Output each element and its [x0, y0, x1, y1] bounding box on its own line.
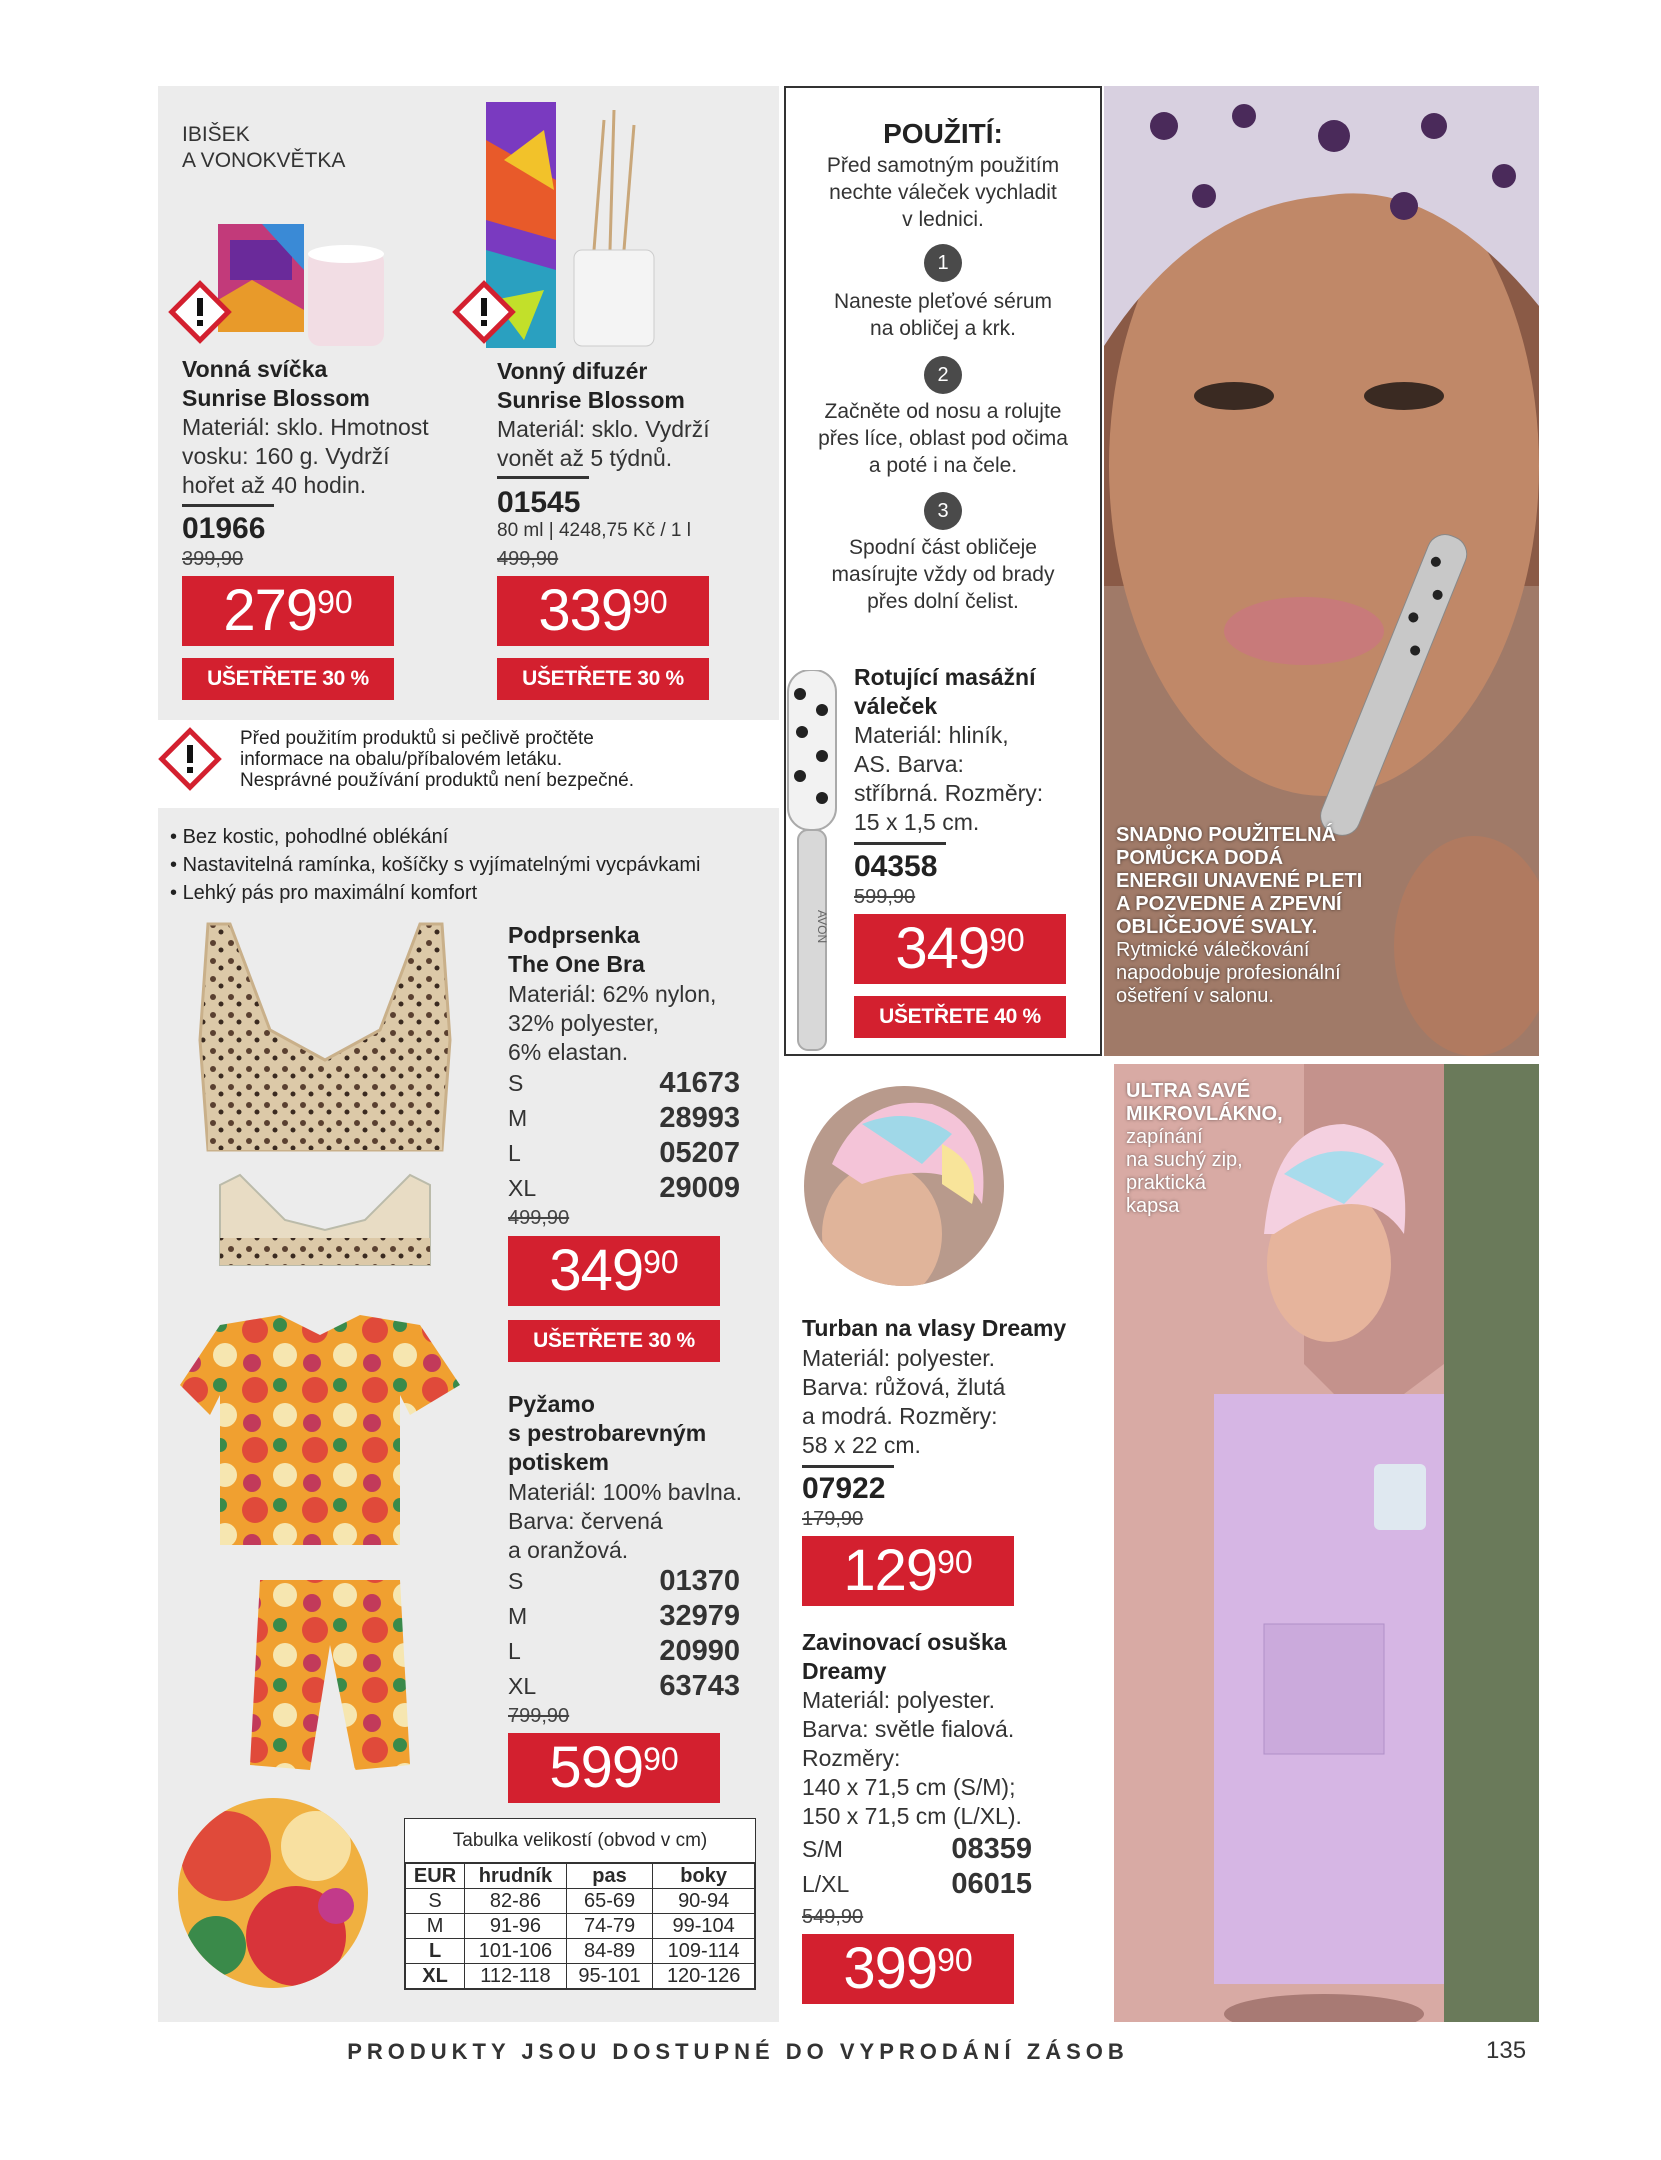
roller-description — [854, 721, 1043, 837]
desc-line: Materiál: 62% nylon, — [508, 981, 717, 1007]
size-code: 29009 — [659, 1172, 740, 1204]
usage-intro — [784, 152, 1102, 233]
step-line: masírujte vždy od brady — [831, 563, 1055, 586]
towel-name — [802, 1628, 1007, 1686]
old-price: 549,90 — [802, 1906, 864, 1928]
claim-line: napodobuje profesionální — [1116, 962, 1341, 984]
turban-photo — [802, 1084, 1006, 1288]
name-line: The One Bra — [508, 951, 645, 977]
desc-line: hořet až 40 hodin. — [182, 472, 367, 498]
size-row — [508, 1171, 740, 1206]
size-row — [508, 1599, 740, 1634]
step-number-3: 3 — [924, 492, 962, 530]
desc-line: Materiál: sklo. Vydrží — [497, 416, 710, 442]
name-line: Vonný difuzér — [497, 358, 648, 384]
claim-line: A POZVEDNE A ZPEVNÍ — [1116, 893, 1342, 915]
bra-description — [508, 980, 716, 1067]
warning-line: informace na obalu/příbalovém letáku. — [240, 749, 563, 770]
table-header-row — [406, 1864, 755, 1889]
size-label: S/M — [802, 1836, 843, 1862]
roller-image — [784, 670, 840, 1056]
table-header-cell: hrudník — [465, 1864, 567, 1889]
candle-description — [182, 413, 429, 500]
table-cell: 91-96 — [465, 1914, 567, 1939]
safety-warning — [240, 728, 634, 791]
claim-line: praktická — [1126, 1172, 1207, 1194]
turban-name: Turban na vlasy Dreamy — [802, 1315, 1067, 1341]
size-row — [802, 1867, 1032, 1902]
step-line: Začněte od nosu a rolujte — [824, 400, 1062, 423]
pyjama-description — [508, 1478, 742, 1565]
intro-line: Před samotným použitím — [826, 154, 1060, 177]
size-row — [508, 1101, 740, 1136]
section-heading — [182, 122, 345, 174]
size-row — [508, 1136, 740, 1171]
name-line: Zavinovací osuška — [802, 1629, 1007, 1655]
step-line: Naneste pleťové sérum — [834, 290, 1052, 313]
size-table-title: Tabulka velikostí (obvod v cm) — [405, 1819, 755, 1863]
price-main: 349 — [895, 916, 990, 981]
intro-line: nechte váleček vychladit — [829, 181, 1057, 204]
bullet-text: Lehký pás pro maximální komfort — [182, 882, 478, 904]
price-main: 279 — [223, 578, 318, 643]
bra-name — [508, 921, 645, 979]
table-header-cell: boky — [653, 1864, 755, 1889]
size-row — [508, 1564, 740, 1599]
price-cents: 90 — [989, 922, 1025, 958]
divider — [802, 1465, 894, 1468]
price-cents: 90 — [317, 584, 353, 620]
bullet-item: • Lehký pás pro maximální komfort — [170, 882, 478, 904]
desc-line: 6% elastan. — [508, 1039, 629, 1065]
desc-line: a oranžová. — [508, 1537, 629, 1563]
table-cell: XL — [406, 1964, 465, 1989]
divider — [854, 842, 946, 845]
size-label: S — [508, 1070, 524, 1096]
price-cents: 90 — [632, 584, 668, 620]
roller-brand-text: AVON — [815, 910, 829, 944]
price-tag — [508, 1236, 720, 1306]
step-text — [784, 288, 1102, 342]
bullet-item: • Nastavitelná ramínka, košíčky s vyjímatelnými vycpávkami — [170, 854, 701, 876]
table-cell: 112-118 — [465, 1964, 567, 1989]
hazard-warning-icon — [452, 280, 516, 344]
desc-line: Materiál: polyester. — [802, 1345, 996, 1371]
towel-claim — [1126, 1080, 1283, 1218]
price-main: 399 — [843, 1936, 938, 2001]
size-code: 32979 — [659, 1600, 740, 1632]
old-price: 499,90 — [497, 548, 559, 570]
price-cents: 90 — [643, 1244, 679, 1280]
desc-line: 15 x 1,5 cm. — [854, 809, 980, 835]
table-header-cell: pas — [566, 1864, 652, 1889]
table-cell: S — [406, 1889, 465, 1914]
desc-line: stříbrná. Rozměry: — [854, 780, 1044, 806]
old-price: 179,90 — [802, 1508, 864, 1530]
desc-line: Materiál: hliník, — [854, 722, 1009, 748]
size-code: 08359 — [951, 1833, 1032, 1865]
candle-image — [212, 210, 392, 350]
desc-line: Barva: růžová, žlutá — [802, 1374, 1006, 1400]
name-line: s pestrobarevným — [508, 1420, 707, 1446]
intro-line: v lednici. — [902, 208, 984, 231]
size-label: XL — [508, 1673, 537, 1699]
savings-badge: UŠETŘETE 30 % — [182, 658, 394, 700]
claim-line: Rytmické válečkování — [1116, 939, 1310, 961]
table-row — [406, 1914, 755, 1939]
size-code: 41673 — [659, 1067, 740, 1099]
desc-line: Barva: světle fialová. — [802, 1716, 1015, 1742]
price-main: 599 — [549, 1735, 644, 1800]
step-line: a poté i na čele. — [868, 454, 1018, 477]
bullet-text: Bez kostic, pohodlné oblékání — [182, 826, 449, 848]
claim-line: ENERGII UNAVENÉ PLETI — [1116, 870, 1363, 892]
table-cell: 95-101 — [566, 1964, 652, 1989]
table-cell: 99-104 — [653, 1914, 755, 1939]
claim-line: ULTRA SAVÉ — [1126, 1080, 1251, 1102]
heading-line: IBIŠEK — [182, 123, 250, 146]
step-text — [784, 398, 1102, 479]
price-main: 129 — [843, 1538, 938, 1603]
old-price: 499,90 — [508, 1207, 570, 1229]
price-main: 349 — [549, 1238, 644, 1303]
step-text — [784, 534, 1102, 615]
bra-image — [190, 920, 460, 1280]
size-label: L — [508, 1140, 521, 1166]
pyjama-name — [508, 1390, 706, 1477]
step-line: Spodní část obličeje — [849, 536, 1037, 559]
desc-line: 32% polyester, — [508, 1010, 659, 1036]
size-label: L — [508, 1638, 521, 1664]
table-cell: M — [406, 1914, 465, 1939]
desc-line: a modrá. Rozměry: — [802, 1403, 998, 1429]
warning-line: Před použitím produktů si pečlivě pročtěte — [240, 728, 594, 749]
size-label: M — [508, 1105, 528, 1131]
desc-line: 140 x 71,5 cm (S/M); — [802, 1774, 1016, 1800]
name-line: Vonná svíčka — [182, 356, 328, 382]
table-cell: 101-106 — [465, 1939, 567, 1964]
name-line: váleček — [854, 693, 938, 719]
size-label: XL — [508, 1175, 537, 1201]
desc-line: Rozměry: — [802, 1745, 901, 1771]
size-code: 28993 — [659, 1102, 740, 1134]
claim-line: zapínání — [1126, 1126, 1203, 1148]
unit-price: 80 ml | 4248,75 Kč / 1 l — [497, 520, 691, 541]
size-code: 20990 — [659, 1635, 740, 1667]
table-cell: 90-94 — [653, 1889, 755, 1914]
price-tag — [802, 1934, 1014, 2004]
step-line: přes dolní čelist. — [867, 590, 1019, 613]
usage-title: POUŽITÍ: — [883, 118, 1003, 149]
divider — [182, 504, 274, 507]
bullet-item: • Bez kostic, pohodlné oblékání — [170, 826, 449, 848]
old-price: 599,90 — [854, 886, 916, 908]
desc-line: vosku: 160 g. Vydrží — [182, 443, 390, 469]
size-code: 01370 — [659, 1565, 740, 1597]
desc-line: 58 x 22 cm. — [802, 1432, 921, 1458]
table-row — [406, 1964, 755, 1989]
table-cell: 84-89 — [566, 1939, 652, 1964]
price-tag — [508, 1733, 720, 1803]
table-cell: 65-69 — [566, 1889, 652, 1914]
name-line: potiskem — [508, 1449, 609, 1475]
desc-line: vonět až 5 týdnů. — [497, 445, 673, 471]
table-cell: 82-86 — [465, 1889, 567, 1914]
step-number-2: 2 — [924, 356, 962, 394]
product-code: 04358 — [854, 850, 938, 883]
size-row — [802, 1832, 1032, 1867]
desc-line: Barva: červená — [508, 1508, 663, 1534]
size-row — [508, 1634, 740, 1669]
step-line: na obličej a krk. — [870, 317, 1016, 340]
towel-size-codes — [802, 1832, 1032, 1902]
page-number: 135 — [1486, 2037, 1527, 2064]
bullet-text: Nastavitelná ramínka, košíčky s vyjímatelnými vycpávkami — [182, 854, 701, 876]
turban-description — [802, 1344, 1005, 1460]
table-cell: 74-79 — [566, 1914, 652, 1939]
savings-badge: UŠETŘETE 30 % — [497, 658, 709, 700]
towel-description — [802, 1686, 1022, 1831]
product-code: 07922 — [802, 1472, 886, 1505]
claim-line: na suchý zip, — [1126, 1149, 1243, 1171]
price-cents: 90 — [937, 1544, 973, 1580]
price-tag — [182, 576, 394, 646]
price-cents: 90 — [937, 1942, 973, 1978]
feature-bullets — [170, 823, 701, 907]
table-header-cell: EUR — [406, 1864, 465, 1889]
claim-line: POMŮCKA DODÁ — [1116, 847, 1284, 869]
price-cents: 90 — [643, 1741, 679, 1777]
step-line: přes líce, oblast pod očima — [818, 427, 1068, 450]
table-cell: 120-126 — [653, 1964, 755, 1989]
warning-line: Nesprávné používání produktů není bezpečné. — [240, 770, 634, 791]
table-cell: L — [406, 1939, 465, 1964]
price-tag — [497, 576, 709, 646]
product-code: 01545 — [497, 486, 581, 519]
size-code: 06015 — [951, 1868, 1032, 1900]
candle-name — [182, 355, 370, 413]
size-table-grid — [405, 1863, 755, 1989]
size-label: S — [508, 1568, 524, 1594]
size-row — [508, 1066, 740, 1101]
size-label: L/XL — [802, 1871, 850, 1897]
desc-line: Materiál: polyester. — [802, 1687, 996, 1713]
heading-line: A VONOKVĚTKA — [182, 149, 346, 172]
pyjama-image — [180, 1315, 480, 1775]
savings-badge: UŠETŘETE 30 % — [508, 1320, 720, 1362]
size-code: 63743 — [659, 1670, 740, 1702]
claim-line: OBLIČEJOVÉ SVALY. — [1116, 916, 1318, 938]
footer-note: PRODUKTY JSOU DOSTUPNÉ DO VYPRODÁNÍ ZÁSOB — [347, 2039, 1129, 2064]
table-cell: 109-114 — [653, 1939, 755, 1964]
name-line: Dreamy — [802, 1658, 887, 1684]
desc-line: 150 x 71,5 cm (L/XL). — [802, 1803, 1022, 1829]
table-row — [406, 1889, 755, 1914]
name-line: Pyžamo — [508, 1391, 595, 1417]
size-row — [508, 1669, 740, 1704]
product-code: 01966 — [182, 512, 266, 545]
price-tag — [854, 914, 1066, 984]
old-price: 399,90 — [182, 548, 244, 570]
savings-badge: UŠETŘETE 40 % — [854, 996, 1066, 1038]
name-line: Sunrise Blossom — [182, 385, 370, 411]
bra-size-codes — [508, 1066, 740, 1206]
pyjama-size-codes — [508, 1564, 740, 1704]
table-row — [406, 1939, 755, 1964]
old-price: 799,90 — [508, 1705, 570, 1727]
claim-line: MIKROVLÁKNO, — [1126, 1103, 1283, 1125]
roller-claim — [1116, 824, 1362, 1008]
desc-line: Materiál: 100% bavlna. — [508, 1479, 742, 1505]
claim-line: ošetření v salonu. — [1116, 985, 1274, 1007]
step-number-1: 1 — [924, 244, 962, 282]
divider — [497, 476, 589, 479]
roller-name — [854, 663, 1035, 721]
price-tag — [802, 1536, 1014, 1606]
price-main: 339 — [538, 578, 633, 643]
hazard-warning-icon — [158, 727, 222, 791]
size-table — [404, 1818, 756, 1990]
diffuser-name — [497, 357, 685, 415]
desc-line: Materiál: sklo. Hmotnost — [182, 414, 429, 440]
name-line: Podprsenka — [508, 922, 640, 948]
claim-line: SNADNO POUŽITELNÁ — [1116, 824, 1336, 846]
name-line: Rotující masážní — [854, 664, 1036, 690]
claim-line: kapsa — [1126, 1195, 1180, 1217]
diffuser-description — [497, 415, 710, 473]
size-label: M — [508, 1603, 528, 1629]
fabric-swatch-image — [176, 1796, 370, 1990]
desc-line: AS. Barva: — [854, 751, 964, 777]
name-line: Sunrise Blossom — [497, 387, 685, 413]
hazard-warning-icon — [168, 280, 232, 344]
size-code: 05207 — [659, 1137, 740, 1169]
